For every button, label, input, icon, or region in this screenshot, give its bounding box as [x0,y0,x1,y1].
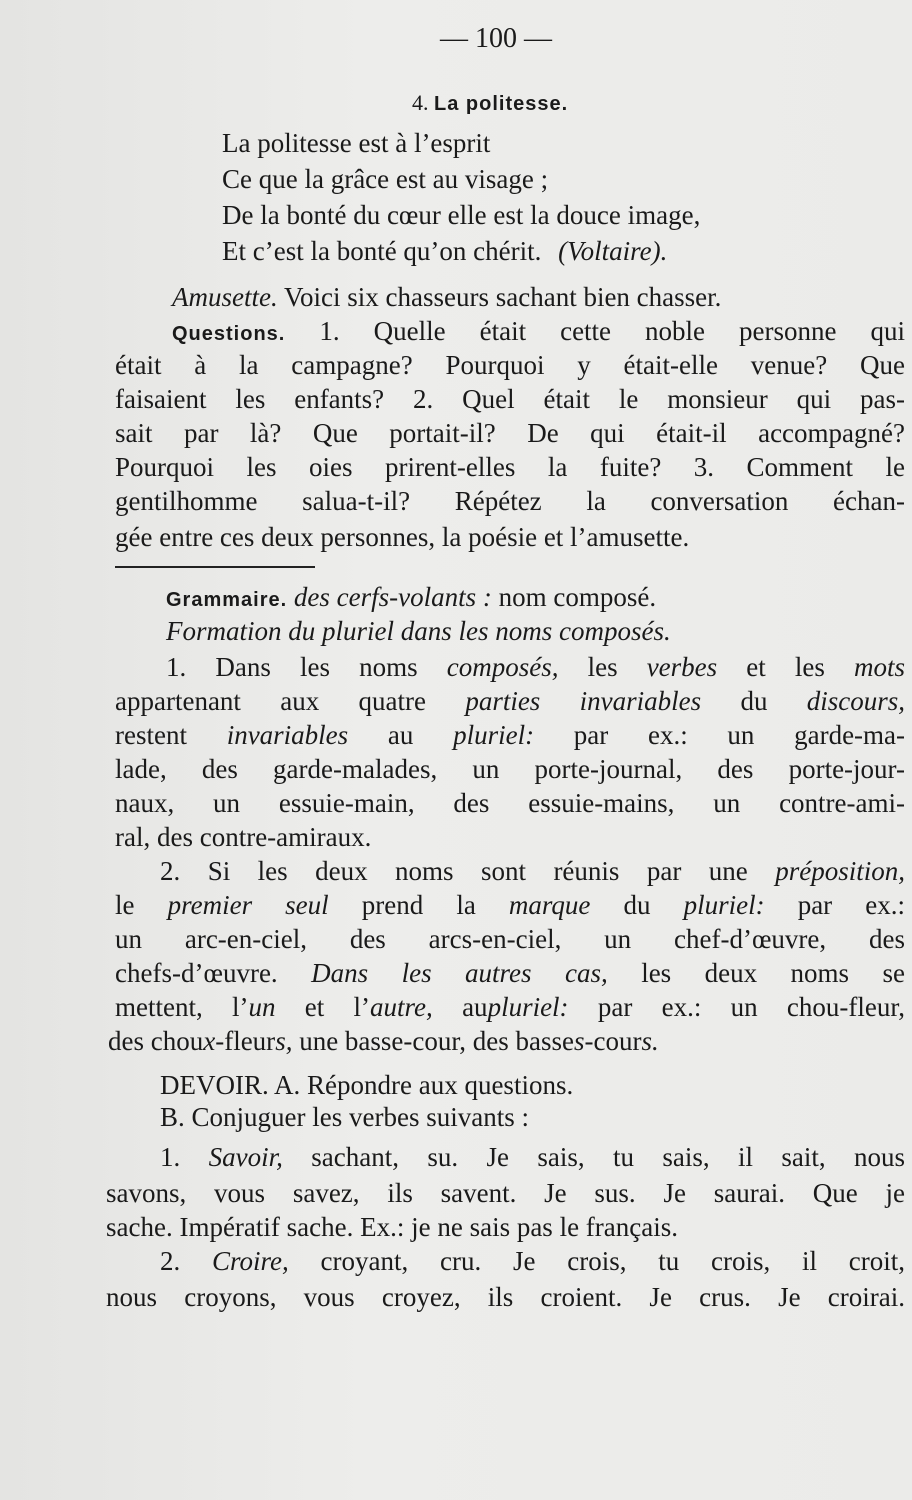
questions-line: Pourquoi les oies prirent-elles la fuite? 3. Comment le [115,452,905,482]
poem-line: La politesse est à l’esprit [222,128,491,158]
poem-line: De la bonté du cœur elle est la douce image, [222,200,701,230]
lesson-number: 4. [412,90,429,115]
questions-line: sait par là? Que portait-il? De qui était-il accompagné? [115,418,905,448]
text: prend la [361,890,476,920]
text-italic: s, [275,1026,293,1056]
text-italic: pluriel: [683,890,765,920]
lesson-title-text: La politesse. [434,93,569,115]
rule2-line [115,958,905,988]
questions-line: était à la campagne? Pourquoi y était-elle venue? Que [115,350,905,380]
verb1-number: 1. [160,1142,181,1172]
rule1-line [115,720,905,750]
text: sachant, su. Je sais, tu sais, il sait, nous [311,1142,906,1172]
grammaire-example-note: nom composé. [498,582,657,612]
text-italic: pluriel: [487,992,569,1022]
text: 2. Si les deux noms sont réunis par une [160,856,748,886]
text-italic: discours, [806,686,906,716]
text-italic: parties invariables [465,686,702,716]
text: chefs-d’œuvre. [115,958,278,988]
text-italic: marque [508,890,591,920]
text: et les [746,652,825,682]
text: appartenant aux quatre [115,686,426,716]
questions-line: gentilhomme salua-t-il? Répétez la conversation échan- [115,486,905,516]
grammaire-line [166,582,656,615]
verb2-line [160,1246,905,1276]
text: croyant, cru. Je crois, tu crois, il croit, [320,1246,905,1276]
text: -fleur [215,1026,276,1056]
devoir-b: B. Conjuguer les verbes suivants : [160,1102,529,1132]
poem-line-text: Et c’est la bonté qu’on chérit. [222,236,542,266]
text-italic: pluriel: [453,720,535,750]
questions-label: Questions. [172,323,286,345]
page-number: — 100 — [440,23,552,54]
text: -cour [584,1026,642,1056]
text-italic: x [203,1026,216,1056]
text-italic: s. [641,1026,659,1056]
questions-line: gée entre ces deux personnes, la poésie et l’amusette. [115,522,690,552]
text-italic: un [248,992,276,1022]
rule1-line [166,652,905,682]
text: par ex.: un chou-fleur, [597,992,906,1022]
text: du [623,890,651,920]
text: par ex.: [797,890,906,920]
rule2-line: un arc-en-ciel, des arcs-en-ciel, un chef-d’œuvre, des [115,924,905,954]
text: une basse-cour, des basse [299,1026,575,1056]
verb2-number: 2. [160,1246,181,1276]
text-italic: s [574,1026,585,1056]
verb2-name: Croire, [212,1246,289,1276]
text: 1. Dans les noms [166,652,418,682]
section-divider [115,566,315,568]
text-italic: premier seul [167,890,329,920]
text: mettent, l’ [115,992,249,1022]
text: le [115,890,135,920]
text-italic: invariables [226,720,349,750]
verb1-line: sache. Impératif sache. Ex.: je ne sais pas le français. [106,1212,678,1242]
rule1-line [115,686,905,716]
verb2-line: nous croyons, vous croyez, ils croient. Je crus. Je croirai. [106,1282,905,1312]
rule2-line [115,890,905,920]
text: au [462,992,488,1022]
poem-line [222,236,667,266]
text-italic: autre, [370,992,433,1022]
rule1-line: ral, des contre-amiraux. [115,822,372,852]
amusette-label: Amusette. [172,282,278,312]
poem-line: Ce que la grâce est au visage ; [222,164,549,194]
verb1-name: Savoir, [208,1142,283,1172]
rule1-line: lade, des garde-malades, un porte-journal, des porte-jour- [115,754,905,784]
rule2-line [160,856,905,886]
text: les deux noms se [641,958,906,988]
questions-line: faisaient les enfants? 2. Quel était le monsieur qui pas- [115,384,905,414]
lesson-title [412,88,568,119]
text-italic: préposition, [775,856,905,886]
verb1-line [160,1142,905,1172]
rule2-line [108,1026,659,1056]
text-italic: mots [854,652,906,682]
rule1-line: naux, un essuie-main, des essuie-mains, un contre-ami- [115,788,905,818]
text: au [387,720,414,750]
amusette-text: Voici six chasseurs sachant bien chasser. [284,282,722,312]
text: et l’ [304,992,371,1022]
questions-text: 1. Quelle était cette noble personne qui [319,316,906,346]
grammaire-heading: Formation du pluriel dans les noms composés. [166,616,671,646]
grammaire-label: Grammaire. [166,589,288,611]
text-italic: verbes [646,652,718,682]
rule2-line [115,992,905,1022]
text: restent [115,720,187,750]
grammaire-example: des cerfs-volants : [293,582,492,612]
questions-line [172,316,905,349]
text: du [740,686,768,716]
text: par ex.: un garde-ma- [573,720,906,750]
devoir-a: DEVOIR. A. Répondre aux questions. [160,1070,574,1100]
text: des chou [108,1026,204,1056]
poem-author: (Voltaire). [558,236,668,266]
amusette [172,282,721,312]
text-italic: composés, [446,652,559,682]
text-italic: Dans les autres cas, [311,958,608,988]
text: les [587,652,618,682]
verb1-line: savons, vous savez, ils savent. Je sus. Je saurai. Que je [106,1178,905,1208]
